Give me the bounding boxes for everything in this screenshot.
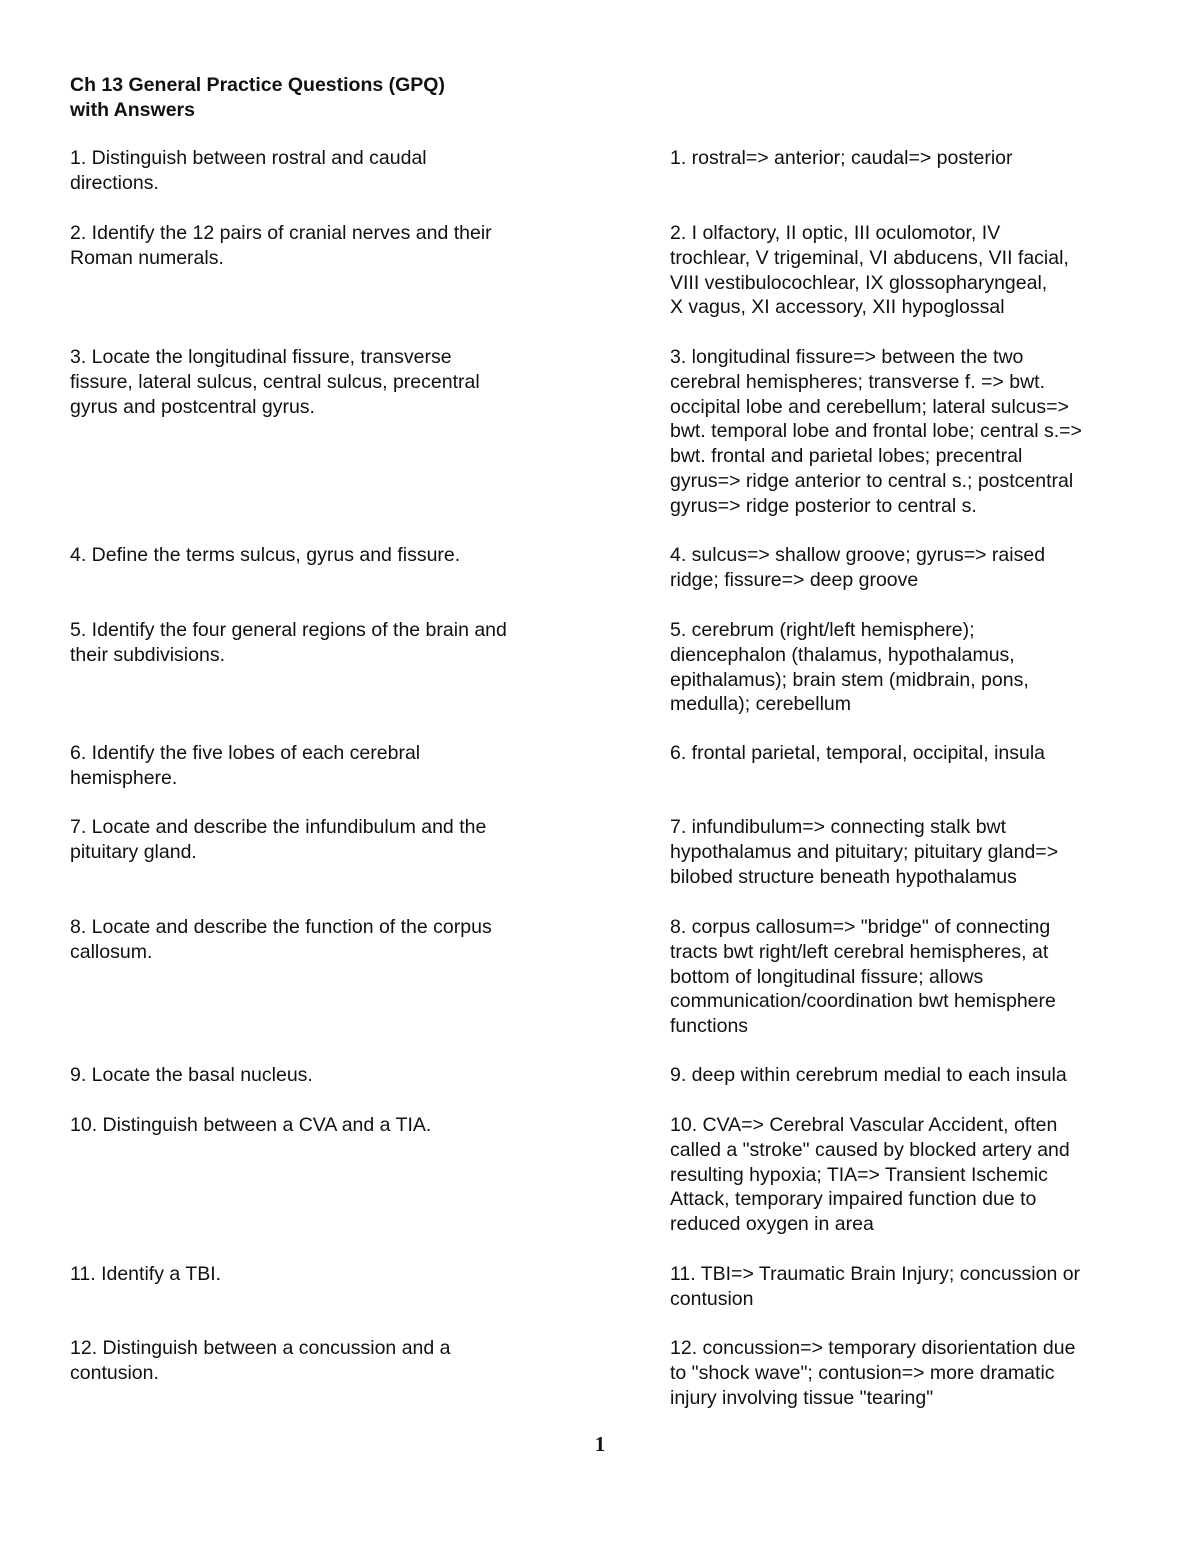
page-number: 1 (594, 1432, 606, 1456)
answer-3: 3. longitudinal fissure=> between the two cerebral hemispheres; transverse f. => bwt. occipital lobe and cerebellum; lateral sulcus=> bwt. temporal lobe and frontal lobe; central s.=> bwt. frontal and parietal lobes; precentral gyrus=> ridge anterior to central s.; postcentral gyrus=> ridge posterior to central s. (670, 346, 1082, 517)
question-7: 7. Locate and describe the infundibulum and the pituitary gland. (70, 816, 487, 863)
answer-1: 1. rostral=> anterior; caudal=> posterior (670, 147, 1013, 169)
answer-12: 12. concussion=> temporary disorientation due to "shock wave"; contusion=> more dramatic injury involving tissue "tearing" (670, 1337, 1076, 1409)
question-1: 1. Distinguish between rostral and caudal directions. (70, 147, 427, 194)
answer-6: 6. frontal parietal, temporal, occipital, insula (670, 742, 1046, 764)
question-5: 5. Identify the four general regions of the brain and their subdivisions. (70, 619, 507, 666)
question-8: 8. Locate and describe the function of the corpus callosum. (70, 916, 492, 963)
page-title (70, 73, 445, 123)
answer-2: 2. I olfactory, II optic, III oculomotor, IV trochlear, V trigeminal, VI abducens, VII facial, VIII vestibulocochlear, IX glossopharyngeal, X vagus, XI accessory, XII hypoglossal (670, 222, 1069, 319)
answer-5: 5. cerebrum (right/left hemisphere); diencephalon (thalamus, hypothalamus, epithalamus); brain stem (midbrain, pons, medulla); cerebellum (670, 619, 1029, 716)
answer-7: 7. infundibulum=> connecting stalk bwt hypothalamus and pituitary; pituitary gland=> bilobed structure beneath hypothalamus (670, 816, 1059, 888)
title-line-1: Ch 13 General Practice Questions (GPQ) (70, 74, 445, 96)
answer-11: 11. TBI=> Traumatic Brain Injury; concussion or contusion (670, 1263, 1081, 1310)
question-2: 2. Identify the 12 pairs of cranial nerves and their Roman numerals. (70, 222, 492, 269)
answer-8: 8. corpus callosum=> "bridge" of connecting tracts bwt right/left cerebral hemispheres, at bottom of longitudinal fissure; allows communication/coordination bwt hemisphere functions (670, 916, 1056, 1038)
question-9: 9. Locate the basal nucleus. (70, 1064, 313, 1086)
answer-10: 10. CVA=> Cerebral Vascular Accident, often called a "stroke" caused by blocked artery and resulting hypoxia; TIA=> Transient Ischemic Attack, temporary impaired function due to reduced oxygen in area (670, 1114, 1070, 1236)
answer-4: 4. sulcus=> shallow groove; gyrus=> raised ridge; fissure=> deep groove (670, 544, 1046, 591)
title-line-2: with Answers (70, 99, 195, 121)
question-12: 12. Distinguish between a concussion and a contusion. (70, 1337, 451, 1384)
question-6: 6. Identify the five lobes of each cerebral hemisphere. (70, 742, 421, 789)
question-4: 4. Define the terms sulcus, gyrus and fissure. (70, 544, 461, 566)
question-11: 11. Identify a TBI. (70, 1263, 222, 1285)
question-3: 3. Locate the longitudinal fissure, transverse fissure, lateral sulcus, central sulcus, precentral gyrus and postcentral gyrus. (70, 346, 480, 418)
question-10: 10. Distinguish between a CVA and a TIA. (70, 1114, 432, 1136)
answer-9: 9. deep within cerebrum medial to each insula (670, 1064, 1067, 1086)
